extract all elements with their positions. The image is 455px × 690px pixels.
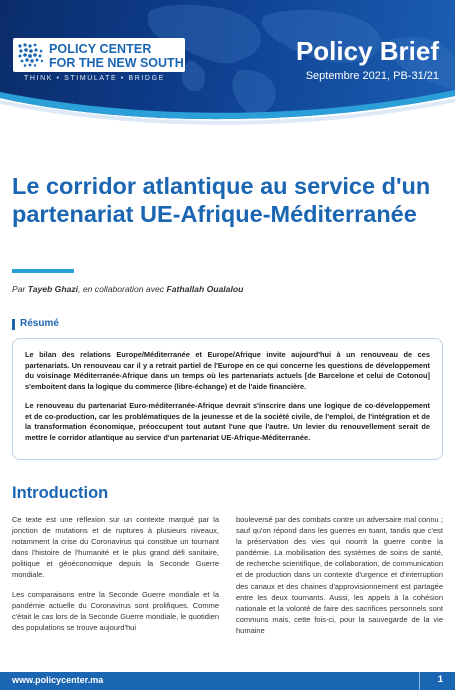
- body-paragraph: Les comparaisons entre la Seconde Guerre mondiale et la pandémie actuelle du Coronavirus sont prolifiques. Comme c'était le cas lors de la Seconde Guerre mondiale, le quotidien des populations se trouve aujourd'hui: [12, 589, 219, 632]
- introduction-heading: Introduction: [12, 484, 109, 502]
- authors-collaboration-text: , en collaboration avec: [78, 284, 165, 294]
- resume-marker: [12, 319, 15, 330]
- header-banner: [0, 0, 455, 142]
- authors-line: [12, 284, 243, 294]
- tagline: THINK • STIMULATE • BRIDGE: [24, 75, 165, 82]
- author-name: Tayeb Ghazi: [27, 284, 79, 294]
- resume-paragraph: Le bilan des relations Europe/Méditerranée et Europe/Afrique invite aujourd'hui à un renouveau de ces partenariats. Un renouveau car il y a retrait partiel de l'Europe en ce qui concerne les questions de développement du voisinage Méditerranée-Afrique dans un temps où les partenariats actuels [de Barcelone et celui de Cotonou] s'emboitent dans la logique du commerce (libre-échange) et de l'aide financière.: [25, 350, 430, 391]
- website-link[interactable]: www.policycenter.ma: [12, 675, 104, 685]
- authors-prefix: Par: [12, 284, 26, 294]
- resume-box: [12, 338, 443, 460]
- resume-paragraph: Le renouveau du partenariat Euro-méditerranée-Afrique devrait s'inscrire dans une logique de co-développement et de co-production, car les problématiques de la jeunesse et de la société civile, de l'emploi, de l'intégration et de la transformation économique, préoccupent tout autant l'une que l'autre. Un levier du renouvellement serait de mettre le corridor atlantique au service d'un partenariat UE-Afrique-Méditerranée.: [25, 401, 430, 442]
- body-column-right: [236, 514, 443, 636]
- coauthor-name: Fathallah Oualalou: [166, 284, 244, 294]
- document-date-reference: Septembre 2021, PB-31/21: [305, 70, 439, 82]
- body-paragraph: bouleversé par des combats contre un adversaire mal connu ; sauf qu'on répond dans les guerres en tuant, tandis que c'est la préservation des vies qui nourrit la guerre contre la pandémie. La mobilisation des systèmes de soins de santé, de recherche scientifique, de collaboration, de communication et de production dans un contexte d'urgence et d'interruption des canaux et des chaines d'approvisionnement est partagée entre les deux tournants. Aussi, les appels à la cohésion nationale et la volonté de faire des sacrifices personnels sont communs mais, cette fois-ci, pour la sauvegarde de la vie humaine: [236, 515, 443, 635]
- document-type-title: Policy Brief: [295, 36, 439, 66]
- footer-bar: [0, 672, 455, 690]
- logo-text-line1: POLICY CENTER: [49, 42, 152, 56]
- footer-divider: [419, 672, 420, 690]
- logo[interactable]: [13, 38, 185, 72]
- page-number: 1: [437, 674, 443, 685]
- logo-text-line2: FOR THE NEW SOUTH: [49, 56, 184, 70]
- logo-mark-icon: [16, 41, 46, 69]
- page-title: Le corridor atlantique au service d'un partenariat UE-Afrique-Méditerranée: [12, 173, 431, 227]
- title-underline: [12, 269, 74, 273]
- body-column-left: [12, 514, 219, 633]
- resume-heading: Résumé: [20, 318, 59, 329]
- body-paragraph: Ce texte est une réflexion sur un contexte marqué par la jonction de mutations et de ruptures à plusieurs niveaux, notamment la crise du Coronavirus qui constitue un tournant dans l'histoire de l'humanité et le plus grand défi sanitaire, politique et géoéconomique depuis la Seconde Guerre mondiale.: [12, 515, 219, 580]
